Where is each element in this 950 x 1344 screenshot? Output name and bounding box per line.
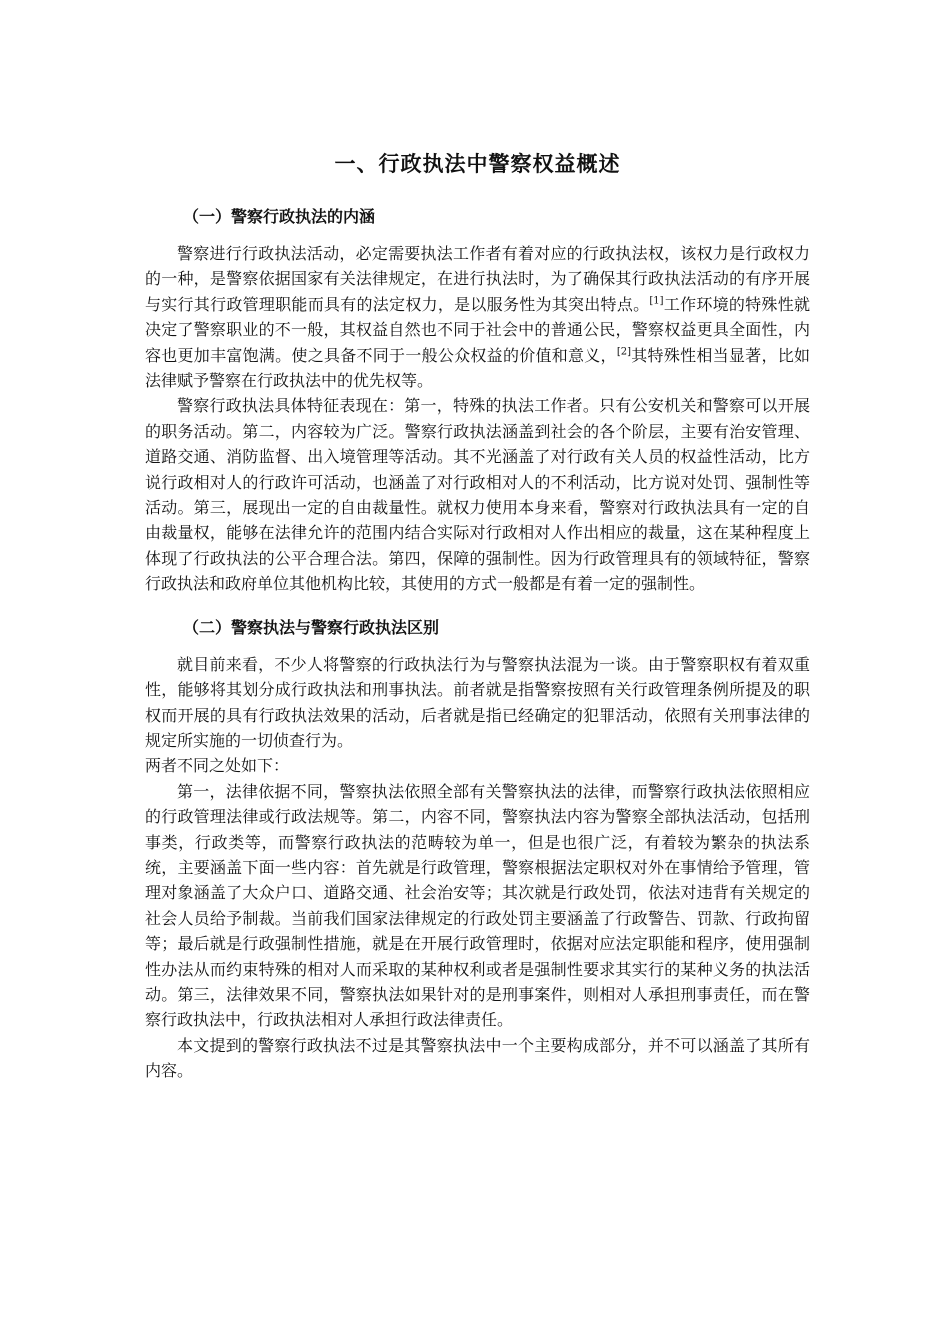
section-1-title: （一）警察行政执法的内涵 <box>183 207 376 226</box>
citation-ref-2[interactable]: [2] <box>616 346 632 358</box>
section-2-paragraph-1-tail: 两者不同之处如下： <box>145 756 290 776</box>
section-1-paragraph-1 <box>145 241 810 393</box>
paragraph-text: 警察进行行政执法活动，必定需要执法工作者有着对应的行政执法权，该权力是行政权力的一种，是警察依据国家有关法律规定，在进行执法时，为了确保其行政执法活动的有序开展与实行其行政管理职能而具有的法定权力，是以服务性为其突出特点。 <box>145 244 810 314</box>
section-2-paragraph-3: 本文提到的警察行政执法不过是其警察执法中一个主要构成部分，并不可以涵盖了其所有内容。 <box>145 1035 810 1081</box>
section-1-paragraph-2: 警察行政执法具体特征表现在：第一，特殊的执法工作者。只有公安机关和警察可以开展的职务活动。第二，内容较为广泛。警察行政执法涵盖到社会的各个阶层，主要有治安管理、道路交通、消防监督、出入境管理等活动。其不光涵盖了对行政有关人员的权益性活动，比方说行政相对人的行政许可活动，也涵盖了对行政相对人的不利活动，比方说对处罚、强制性等活动。第三，展现出一定的自由裁量性。就权力使用本身来看，警察对行政执法具有一定的自由裁量权，能够在法律允许的范围内结合实际对行政相对人作出相应的裁量，这在某种程度上体现了行政执法的公平合理合法。第四，保障的强制性。因为行政管理具有的领域特征，警察行政执法和政府单位其他机构比较，其使用的方式一般都是有着一定的强制性。 <box>145 396 810 594</box>
section-2-paragraph-2: 第一，法律依据不同，警察执法依照全部有关警察执法的法律，而警察行政执法依照相应的行政管理法律或行政法规等。第二，内容不同，警察执法内容为警察全部执法活动，包括刑事类，行政类等，而警察行政执法的范畴较为单一，但是也很广泛，有着较为繁杂的执法系统，主要涵盖下面一些内容：首先就是行政管理，警察根据法定职权对外在事情给予管理，管理对象涵盖了大众户口、道路交通、社会治安等；其次就是行政处罚，依法对违背有关规定的社会人员给予制裁。当前我们国家法律规定的行政处罚主要涵盖了行政警告、罚款、行政拘留等；最后就是行政强制性措施，就是在开展行政管理时，依据对应法定职能和程序，使用强制性办法从而约束特殊的相对人而采取的某种权利或者是强制性要求其实行的某种义务的执法活动。第三，法律效果不同，警察执法如果针对的是刑事案件，则相对人承担刑事责任，而在警察行政执法中，行政执法相对人承担行政法律责任。 <box>145 781 810 1030</box>
paragraph-text: 工作环境的特殊性就决定了警察职业的不一般，其权益自然也不同于社会中的普通公民，警察权益更具全面性，内容也更加丰富饱满。使之具备不同于一般公众权益的价值和意义， <box>145 294 810 365</box>
chapter-title: 一、行政执法中警察权益概述 <box>334 152 621 176</box>
section-2-paragraph-1: 就目前来看，不少人将警察的行政执法行为与警察执法混为一谈。由于警察职权有着双重性，能够将其划分成行政执法和刑事执法。前者就是指警察按照有关行政管理条例所提及的职权而开展的具有行政执法效果的活动，后者就是指已经确定的犯罪活动，依照有关刑事法律的规定所实施的一切侦查行为。 <box>145 654 810 750</box>
section-2-title: （二）警察执法与警察行政执法区别 <box>183 617 440 637</box>
paragraph-text: 其特殊性相当显著，比如法律赋予警察在行政执法中的优先权等。 <box>145 345 810 391</box>
citation-ref-1[interactable]: [1] <box>649 295 664 307</box>
document-page <box>145 140 810 1084</box>
